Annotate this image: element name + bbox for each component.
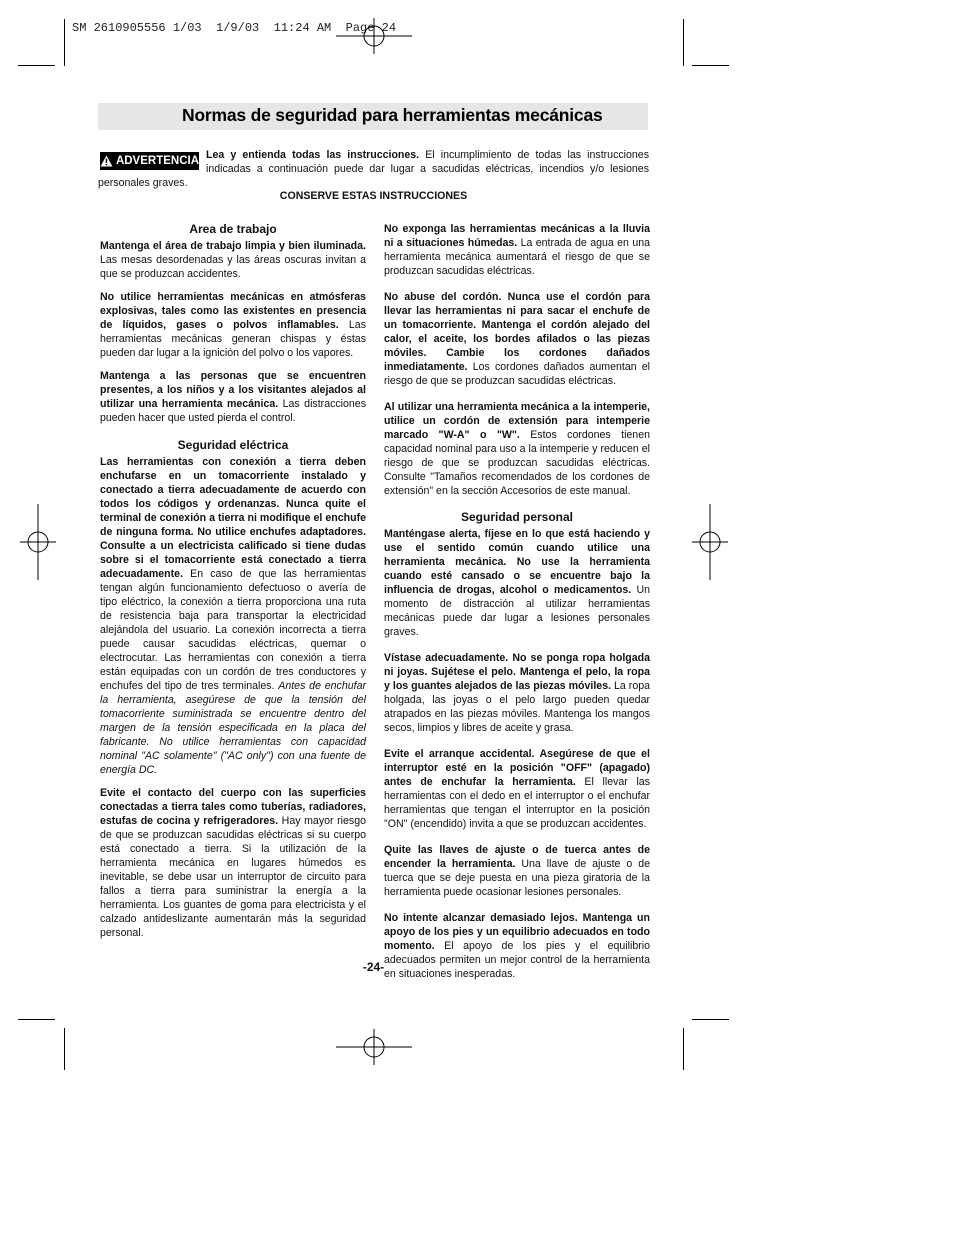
section-heading-electrica: Seguridad eléctrica [177, 438, 289, 452]
registration-mark-right [692, 504, 728, 580]
paragraph: No exponga las herramientas mecánicas a la lluvia ni a situaciones húmedas. La entrada de agua en una herramienta mecánica aumentará el riesgo de que se produzcan sacudidas eléctricas. [384, 223, 650, 277]
left-column [100, 222, 366, 949]
title-bar [98, 103, 648, 130]
page-number: -24- [362, 960, 385, 974]
paragraph: Mantenga el área de trabajo limpia y bien iluminada. Las mesas desordenadas y las áreas oscuras invitan a que se produzcan accidentes. [100, 240, 366, 280]
paragraph: Evite el arranque accidental. Asegúrese de que el interruptor esté en la posición "OFF" (apagado) antes de enchufar la herramienta. El llevar las herramientas con el dedo en el interruptor o el enchufar herramientas que tengan el interruptor en la posición "ON" (encendido) invita a que se produzcan accidentes. [384, 748, 650, 830]
paragraph: No utilice herramientas mecánicas en atmósferas explosivas, tales como las existentes en presencia de líquidos, gases o polvos inflamables. Las herramientas mecánicas generan chispas y éstas pueden dar lugar a la ignición del polvo o los vapores. [100, 291, 366, 359]
paragraph: No intente alcanzar demasiado lejos. Mantenga un apoyo de los pies y un equilibrio adecuados en todo momento. El apoyo de los pies y el equilibrio adecuados permiten un mejor control de la herramienta en situaciones inesperadas. [384, 912, 650, 980]
warning-triangle-icon [100, 155, 113, 167]
page-title: Normas de seguridad para herramientas mecánicas [182, 105, 603, 125]
warning-badge-label: ADVERTENCIA [115, 155, 199, 167]
registration-mark-bottom [336, 1029, 412, 1065]
crop-mark [64, 19, 65, 66]
paragraph: No abuse del cordón. Nunca use el cordón para llevar las herramientas ni para sacar el enchufe de un tomacorriente. Mantenga el cordón alejado del calor, el aceite, los bordes afilados o las piezas móviles. Cambie los cordones dañados inmediatamente. Los cordones dañados aumentan el riesgo de que se produzcan sacudidas eléctricas. [384, 291, 650, 387]
warning-body: El incumplimiento de todas las instrucciones indicadas a continuación puede dar lugar a sacudidas eléctricas, incendios y/o lesiones personales graves. [98, 149, 649, 189]
registration-mark-left [20, 504, 56, 580]
paragraph: Quite las llaves de ajuste o de tuerca antes de encender la herramienta. Una llave de ajuste o de tuerca que se deje puesta en una pieza giratoria de la herramienta puede ocasionar lesiones personales. [384, 844, 650, 898]
paragraph: Manténgase alerta, fíjese en lo que está haciendo y use el sentido común cuando utilice una herramienta mecánica. No use la herramienta cuando esté cansado o se encuentre bajo la influencia de drogas, alcohol o medicamentos. Un momento de distracción al utilizar herramientas mecánicas puede dar lugar a lesiones personales graves. [384, 528, 650, 638]
crop-mark [64, 1028, 65, 1070]
crop-mark [692, 65, 729, 66]
registration-mark-top [336, 18, 412, 54]
right-column [384, 222, 650, 993]
paragraph: Al utilizar una herramienta mecánica a la intemperie, utilice un cordón de extensión para intemperie marcado "W-A" o "W". Estos cordones tienen capacidad nominal para uso a la intemperie y reducen el riesgo de que se produzcan sacudidas eléctricas. Consulte "Tamaños recomendados de los cordones de extensión" en la sección Accesorios de este manual. [384, 401, 650, 497]
crop-mark [18, 65, 55, 66]
section-heading-personal: Seguridad personal [460, 510, 574, 524]
paragraph: Evite el contacto del cuerpo con las superficies conectadas a tierra tales como tuberías, radiadores, estufas de cocina y refrigeradores. Hay mayor riesgo de que se produzcan sacudidas eléctricas si su cuerpo está conectado a tierra. Si la utilización de la herramienta mecánica en lugares húmedos es inevitable, se debe usar un interruptor de circuito para fallos a tierra para suministrar la energía a la herramienta. Los guantes de goma para electricista y el calzado antideslizante aumentarán más la seguridad personal. [100, 787, 366, 939]
warning-lead: Lea y entienda todas las instrucciones. [206, 149, 420, 161]
paragraph: Vístase adecuadamente. No se ponga ropa holgada ni joyas. Sujétese el pelo. Mantenga el pelo, la ropa y los guantes alejados de las piezas móviles. La ropa holgada, las joyas o el pelo largo pueden quedar atrapados en las piezas móviles. Mantenga los mangos secos, limpios y libres de aceite y grasa. [384, 652, 651, 734]
paragraph: Las herramientas con conexión a tierra deben enchufarse en un tomacorriente instalado y conectado a tierra adecuadamente de acuerdo con todos los códigos y ordenanzas. Nunca quite el terminal de conexión a tierra ni modifique el enchufe de ninguna forma. No utilice enchufes adaptadores. Consulte a un electricista calificado si tiene dudas sobre si el tomacorriente está conectado a tierra adecuadamente. En caso de que las herramientas tengan algún funcionamiento defectuoso o avería de tipo eléctrico, la conexión a tierra proporciona una ruta de resistencia baja para transportar la electricidad alejándola del usuario. La conexión incorrecta a tierra puede causar sacudidas eléctricas, quemar o electrocutar. Las herramientas con conexión a tierra están equipadas con un cordón de tres conductores y enchufes del tipo de tres terminales. Antes de enchufar la herramienta, asegúrese de que la tensión del tomacorriente suministrada se encuentre dentro del margen de la tensión especificada en la placa del fabricante. No utilice herramientas con capacidad nominal "AC solamente" ("AC only") con una fuente de energía DC. [100, 456, 366, 776]
warning-badge [100, 152, 199, 170]
paragraph: Mantenga a las personas que se encuentren presentes, a los niños y a los visitantes alejados al utilizar una herramienta mecánica. Las distracciones pueden hacer que usted pierda el control. [100, 370, 367, 424]
crop-mark [683, 19, 684, 66]
print-slug: SM 2610905556 1/03 1/9/03 11:24 AM Page 24 [72, 21, 397, 35]
crop-mark [683, 1028, 684, 1070]
conserve-heading: CONSERVE ESTAS INSTRUCCIONES [279, 190, 468, 202]
crop-mark [18, 1019, 55, 1020]
section-heading-area: Area de trabajo [189, 222, 277, 236]
crop-mark [692, 1019, 729, 1020]
